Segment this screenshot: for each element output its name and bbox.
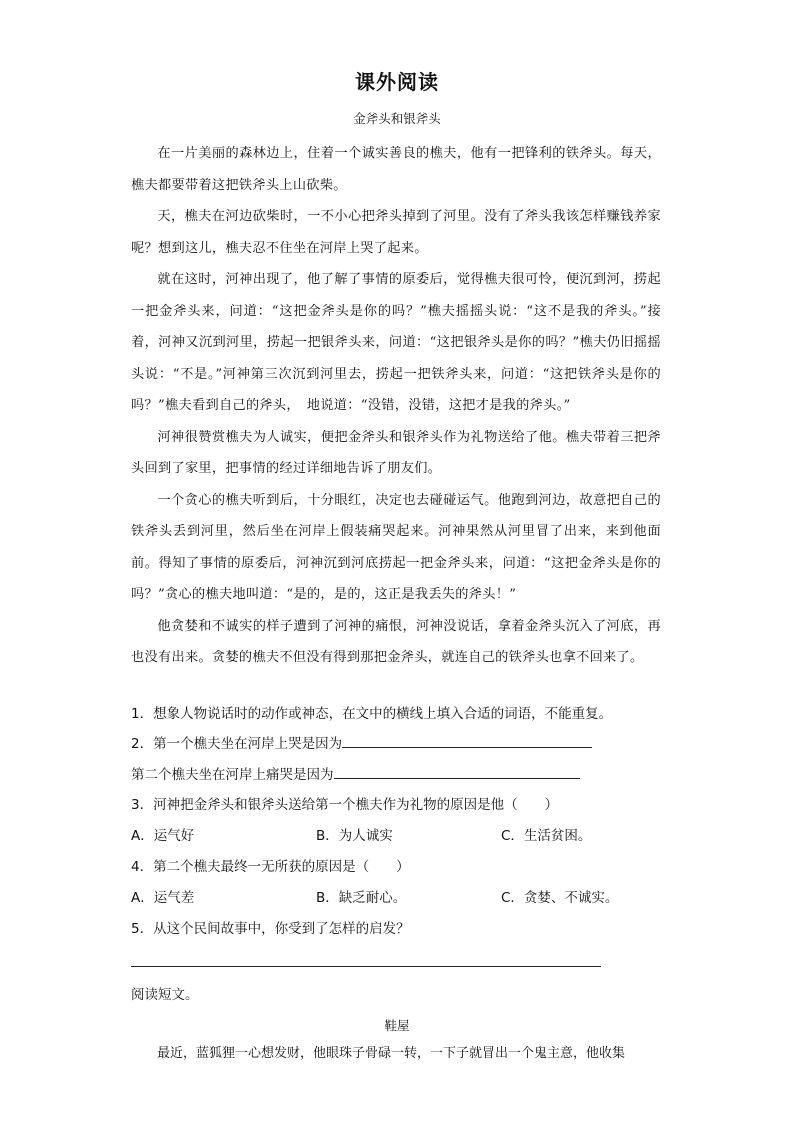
story-paragraph: 就在这时，河神出现了，他了解了事情的原委后，觉得樵夫很可怜，便沉到河，捞起一把金斧头来，问道：“这把金斧头是你的吗？”樵夫摇摇头说：“这不是我的斧头。”接着，河神又沉到河里，捞起一把银斧头来，问道：“这把银斧头是你的吗？”樵夫仍旧摇摇头说：“不是。”河神第三次沉到河里去，捞起一把铁斧头来，问道：“这把铁斧头是你的吗？”樵夫看到自己的斧头， 地说道：“没错，没错，这把才是我的斧头。” [131,272,661,413]
q3-option-a[interactable]: A．运气好 [131,828,195,844]
answer-line-5[interactable] [131,966,601,967]
story-body [131,138,661,674]
story-paragraph: 他贪婪和不诚实的样子遭到了河神的痛恨，河神没说话，拿着金斧头沉入了河底，再也没有出来。贪婪的樵夫不但没有得到那把金斧头，就连自己的铁斧头也拿不回来了。 [131,618,661,665]
page-title: 课外阅读 [355,70,439,94]
question-2a [131,733,592,754]
answer-blank-2a[interactable] [342,733,592,748]
question-2a-text: 2．第一个樵夫坐在河岸上哭是因为 [131,736,343,752]
section-intro: 阅读短文。 [131,987,199,1003]
story-paragraph: 一个贪心的樵夫听到后，十分眼红，决定也去碰碰运气。他跑到河边，故意把自己的铁斧头丢到河里，然后坐在河岸上假装痛哭起来。河神果然从河里冒了出来，来到他面前。得知了事情的原委后，河神沉到河底捞起一把金斧头来，问道：“这把金斧头是你的吗？”贪心的樵夫地叫道：“是的，是的，这正是我丢失的斧头！” [131,492,661,602]
question-5: 5．从这个民间故事中，你受到了怎样的启发？ [131,921,410,937]
question-3: 3．河神把金斧头和银斧头送给第一个樵夫作为礼物的原因是他（ ） [131,797,559,813]
story-paragraph: 天，樵夫在河边砍柴时，一不小心把斧头掉到了河里。没有了斧头我该怎样赚钱养家呢？想到这儿，樵夫忍不住坐在河岸上哭了起来。 [131,209,661,256]
q4-option-b[interactable]: B．缺乏耐心。 [316,890,407,906]
q3-option-b[interactable]: B．为人诚实 [316,828,393,844]
story2-body [131,1040,661,1068]
question-4: 4．第二个樵夫最终一无所获的原因是（ ） [131,859,410,875]
question-2b [131,764,580,785]
story-paragraph: 在一片美丽的森林边上，住着一个诚实善良的樵夫，他有一把锋利的铁斧头。每天，樵夫都要带着这把铁斧头上山砍柴。 [131,146,661,193]
question-2b-text: 第二个樵夫坐在河岸上痛哭是因为 [131,767,334,783]
q4-option-c[interactable]: C．贪婪、不诚实。 [501,890,619,906]
story2-paragraph: 最近，蓝狐狸一心想发财，他眼珠子骨碌一转，一下子就冒出一个鬼主意，他收集 [157,1046,626,1061]
q4-option-a[interactable]: A．运气差 [131,890,195,906]
question-1: 1．想象人物说话时的动作或神态，在文中的横线上填入合适的词语，不能重复。 [131,706,613,722]
story-title: 金斧头和银斧头 [353,111,441,126]
story-paragraph: 河神很赞赏樵夫为人诚实，便把金斧头和银斧头作为礼物送给了他。樵夫带着三把斧头回到了家里，把事情的经过详细地告诉了朋友们。 [131,429,661,476]
story2-title: 鞋屋 [384,1018,410,1033]
answer-blank-2b[interactable] [334,764,580,779]
q3-option-c[interactable]: C．生活贫困。 [501,828,592,844]
